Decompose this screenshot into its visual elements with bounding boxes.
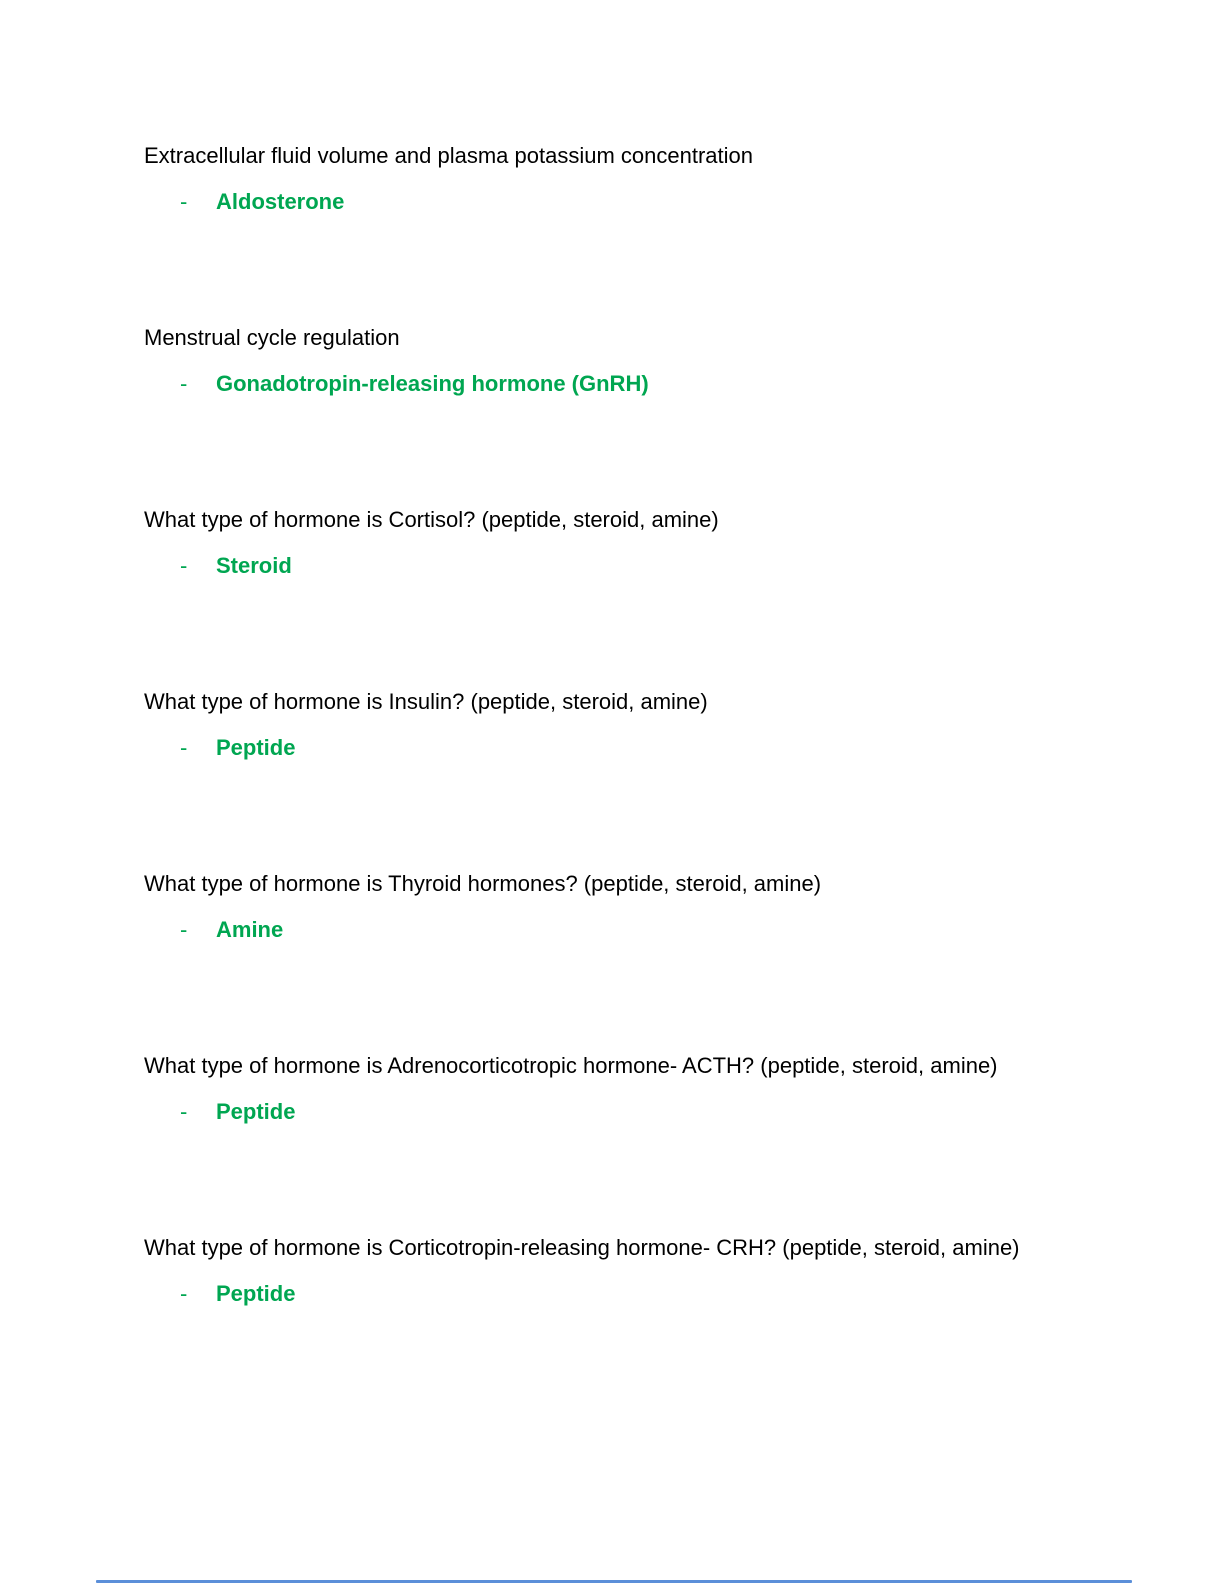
answer-text: Aldosterone	[216, 189, 345, 214]
bullet-dash: -	[180, 553, 188, 578]
answer-text: Peptide	[216, 1099, 296, 1124]
answer-text: Peptide	[216, 1281, 296, 1306]
bullet-dash: -	[180, 189, 188, 214]
answer-text: Steroid	[216, 553, 292, 578]
qa-block	[144, 138, 1124, 220]
answer-row	[180, 1276, 1124, 1312]
qa-block	[144, 866, 1124, 948]
qa-block	[144, 320, 1124, 402]
answer-text: Peptide	[216, 735, 296, 760]
qa-block	[144, 684, 1124, 766]
qa-block	[144, 502, 1124, 584]
bullet-dash: -	[180, 917, 188, 942]
question-text: What type of hormone is Cortisol? (peptide, steroid, amine)	[144, 507, 719, 532]
question-text: Extracellular fluid volume and plasma potassium concentration	[144, 143, 753, 168]
question-text: What type of hormone is Corticotropin-releasing hormone- CRH? (peptide, steroid, amine)	[144, 1235, 1020, 1260]
answer-text: Amine	[216, 917, 284, 942]
qa-block	[144, 1048, 1124, 1130]
answer-row	[180, 912, 1124, 948]
page-divider-line	[96, 1580, 1132, 1583]
question-text: What type of hormone is Adrenocorticotropic hormone- ACTH? (peptide, steroid, amine)	[144, 1053, 998, 1078]
answer-row	[180, 1094, 1124, 1130]
bullet-dash: -	[180, 735, 188, 760]
question-text: Menstrual cycle regulation	[144, 325, 400, 350]
answer-row	[180, 366, 1124, 402]
answer-row	[180, 184, 1124, 220]
answer-row	[180, 730, 1124, 766]
qa-block	[144, 1230, 1124, 1312]
bullet-dash: -	[180, 371, 188, 396]
question-text: What type of hormone is Insulin? (peptide, steroid, amine)	[144, 689, 708, 714]
bullet-dash: -	[180, 1099, 188, 1124]
question-text: What type of hormone is Thyroid hormones? (peptide, steroid, amine)	[144, 871, 822, 896]
answer-row	[180, 548, 1124, 584]
answer-text: Gonadotropin-releasing hormone (GnRH)	[216, 371, 649, 396]
bullet-dash: -	[180, 1281, 188, 1306]
